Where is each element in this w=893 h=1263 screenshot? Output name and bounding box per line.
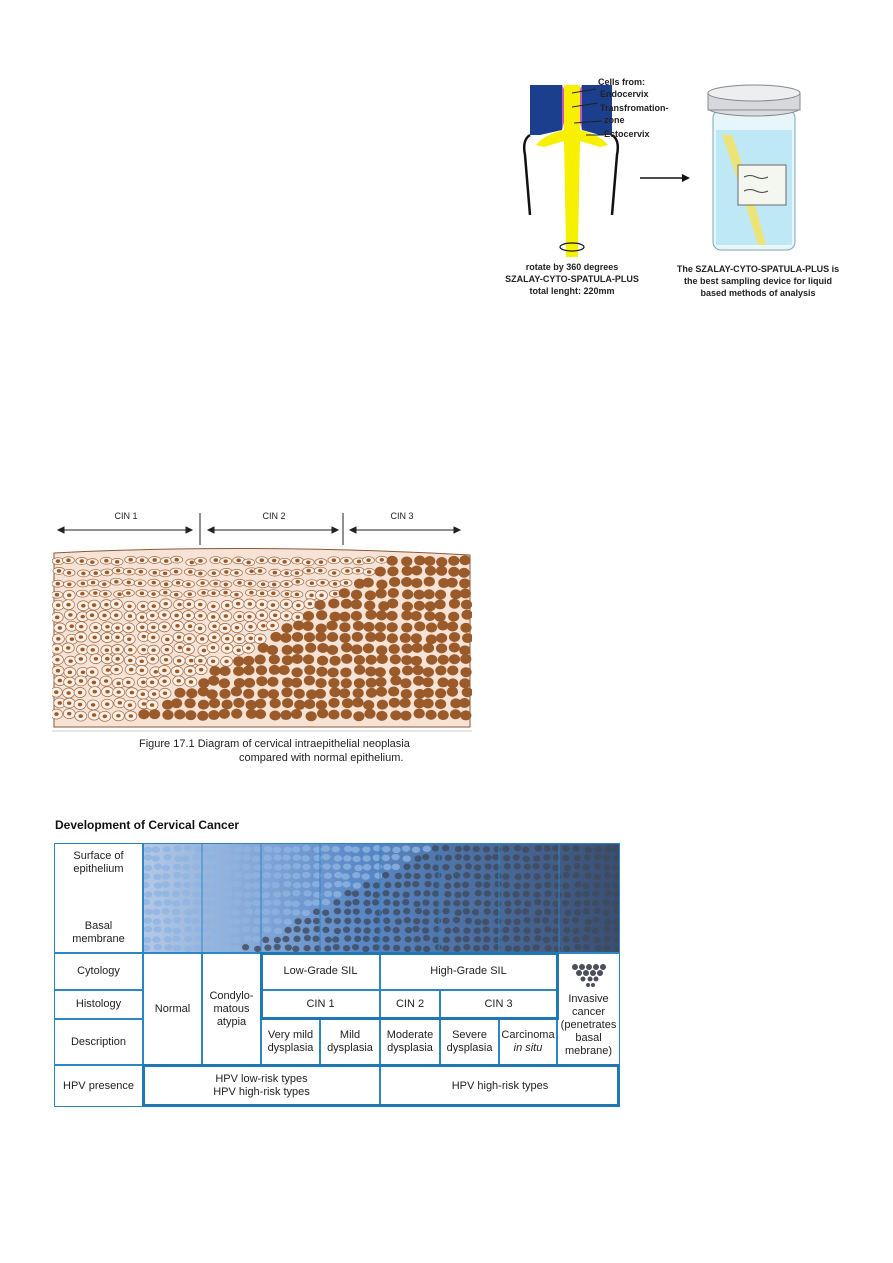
cell-high-grade-sil: High-Grade SIL: [380, 953, 557, 990]
stage-cin2: CIN 2: [262, 511, 286, 521]
sample-jar: [708, 85, 800, 250]
figure-caption-line2: compared with normal epithelium.: [239, 752, 404, 764]
cell-normal: Normal: [143, 953, 202, 1065]
cell-low-grade-sil: Low-Grade SIL: [261, 953, 380, 990]
cervix-tissue: [530, 85, 562, 135]
cell-condylomatous: Condylo-matous atypia: [202, 953, 261, 1065]
row-label-histology: Histology: [54, 990, 143, 1019]
figure-caption-line1: Figure 17.1 Diagram of cervical intraepithelial neoplasia: [139, 738, 410, 750]
cin-diagram: [52, 505, 472, 737]
device-caption-3: based methods of analysis: [700, 288, 816, 298]
row-label-cytology: Cytology: [54, 953, 143, 990]
device-caption-1: The SZALAY-CYTO-SPATULA-PLUS is: [676, 264, 840, 274]
stage-cin3: CIN 3: [390, 511, 414, 521]
cell-cin3: CIN 3: [440, 990, 557, 1019]
stage-cin1: CIN 1: [114, 511, 138, 521]
label-basal: Basal membrane: [72, 920, 125, 945]
zone-transformation-2: zone: [604, 115, 625, 125]
zone-transformation: Transfromation-: [600, 103, 669, 113]
row-label-description: Description: [54, 1019, 143, 1065]
cell-very-mild: Very mild dysplasia: [261, 1019, 320, 1065]
rotate-caption-3: total lenght: 220mm: [529, 286, 615, 296]
cell-hpv-low: [143, 1065, 380, 1107]
cell-cin2: CIN 2: [380, 990, 440, 1019]
hpv-low-line1: HPV low-risk types: [215, 1073, 308, 1085]
label-surface: Surface of epithelium: [73, 850, 124, 875]
cell-cin1: CIN 1: [261, 990, 380, 1019]
hpv-low-line2: HPV high-risk types: [213, 1086, 310, 1098]
zone-ectocervix: Ectocervix: [604, 129, 650, 139]
device-caption-2: the best sampling device for liquid: [683, 276, 833, 286]
row-label-epithelium: [54, 843, 143, 953]
cells-from-label: Cells from:: [598, 77, 646, 87]
epithelium-image-strip: [143, 843, 620, 953]
cell-carcinoma: [499, 1019, 557, 1065]
table-title: Development of Cervical Cancer: [55, 818, 240, 832]
in-situ-label: in situ: [513, 1042, 543, 1054]
cell-mild: Mild dysplasia: [320, 1019, 380, 1065]
spatula-diagram: [500, 75, 845, 310]
invasive-cells-icon: [569, 963, 609, 989]
development-table: [54, 843, 620, 1107]
cell-severe: Severe dysplasia: [440, 1019, 499, 1065]
cell-invasive: [557, 953, 620, 1065]
rotate-caption-1: rotate by 360 degrees: [525, 262, 619, 272]
invasive-label: Invasive cancer (penetrates basal mebrane): [560, 993, 617, 1057]
cell-moderate: Moderate dysplasia: [380, 1019, 440, 1065]
row-label-hpv: HPV presence: [54, 1065, 143, 1107]
carcinoma-label: Carcinoma: [501, 1029, 555, 1041]
zone-endocervix: Endocervix: [600, 89, 649, 99]
rotate-caption-2: SZALAY-CYTO-SPATULA-PLUS: [505, 274, 639, 284]
cell-hpv-high: HPV high-risk types: [380, 1065, 620, 1107]
